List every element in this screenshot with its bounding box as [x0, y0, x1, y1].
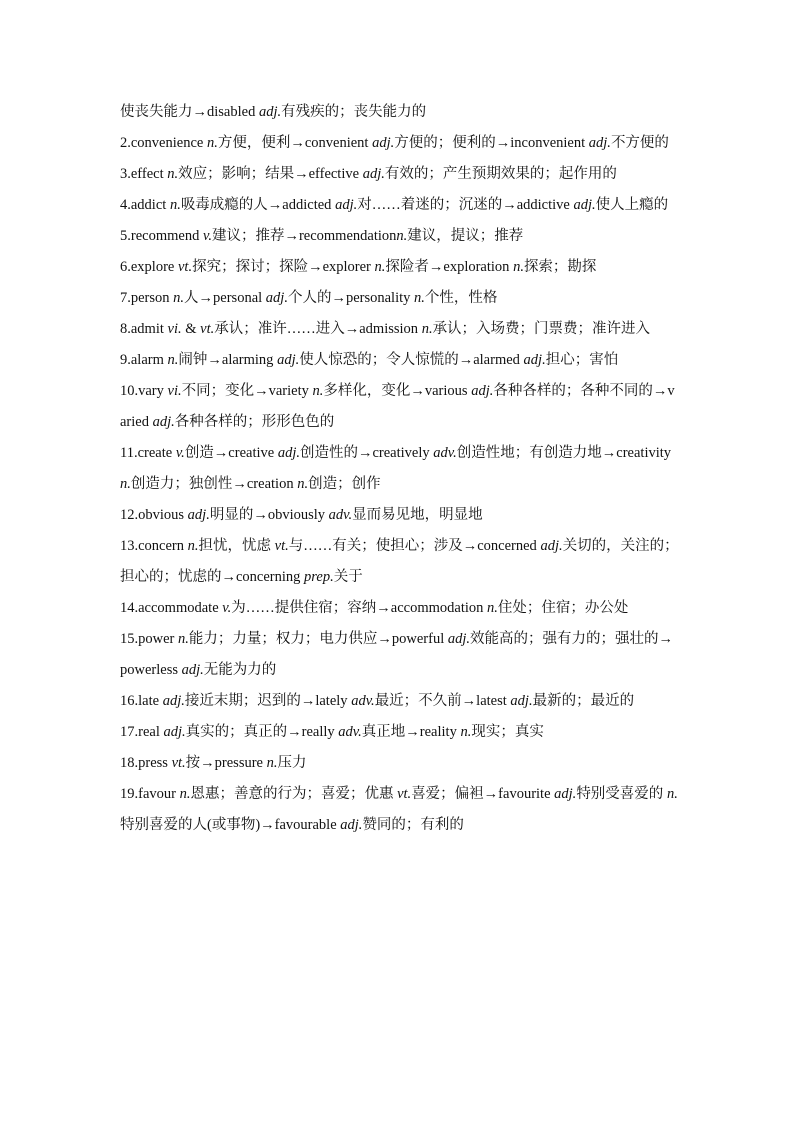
entry-text: 关于: [333, 569, 363, 585]
part-of-speech: adj.: [152, 414, 175, 430]
entry-text: 不同；变化→variety: [181, 383, 313, 399]
entry-text: 各种各样的；形形色色的: [174, 414, 335, 430]
entry-text: 有效的；产生预期效果的；起作用的: [384, 166, 617, 182]
entry-text: 喜爱；偏袒→favourite: [411, 786, 555, 802]
part-of-speech: n.: [178, 631, 189, 647]
entry-text: &: [181, 321, 201, 337]
part-of-speech: vi.: [167, 383, 182, 399]
part-of-speech: n.: [396, 228, 408, 244]
entry-text: 方便，便利→convenient: [217, 135, 373, 151]
part-of-speech: adj.: [265, 290, 288, 306]
part-of-speech: n.: [187, 538, 199, 554]
entry-text: 压力: [277, 755, 307, 771]
vocabulary-list: [120, 97, 680, 841]
entry-text: 对……着迷的；沉迷的→addictive: [357, 197, 574, 213]
entry-text: 效应；影响；结果→effective: [178, 166, 363, 182]
entry-text: 方便的；便利的→inconvenient: [394, 135, 589, 151]
part-of-speech: vt.: [397, 786, 412, 802]
entry-text: 探究；探讨；探险→explorer: [192, 259, 375, 275]
entry-text: 个性，性格: [424, 290, 498, 306]
part-of-speech: adj.: [554, 786, 577, 802]
part-of-speech: n.: [179, 786, 191, 802]
entry-text: 个人的→personality: [287, 290, 415, 306]
entry-text: 赞同的；有利的: [362, 817, 464, 833]
entry-text: 探险者→exploration: [385, 259, 514, 275]
entry-text: 担心；害怕: [545, 352, 619, 368]
vocabulary-entry: [120, 779, 680, 841]
part-of-speech: n.: [414, 290, 425, 306]
part-of-speech: vt.: [200, 321, 215, 337]
entry-text: 创造→creative: [184, 445, 278, 461]
vocabulary-entry: [120, 283, 680, 314]
entry-text: 真正地→reality: [361, 724, 461, 740]
entry-text: 最近；不久前→latest: [374, 693, 511, 709]
vocabulary-entry: [120, 252, 680, 283]
vocabulary-entry: [120, 748, 680, 779]
entry-text: 14.accommodate: [120, 600, 223, 616]
entry-text: 按→pressure: [185, 755, 267, 771]
entry-text: 多样化，变化→various: [323, 383, 472, 399]
part-of-speech: n.: [666, 786, 678, 802]
part-of-speech: adj.: [372, 135, 395, 151]
entry-text: 人→personal: [184, 290, 266, 306]
entry-text: 创造力；独创性→creation: [130, 476, 298, 492]
entry-text: 3.effect: [120, 166, 168, 182]
part-of-speech: adj.: [447, 631, 470, 647]
entry-text: 关切的，关注的；担心的；忧虑的→concerning: [120, 538, 679, 585]
entry-text: 明显的→obviously: [209, 507, 329, 523]
entry-text: 建议，提议；推荐: [407, 228, 524, 244]
entry-text: 12.obvious: [120, 507, 188, 523]
entry-text: 创造；创作: [308, 476, 381, 492]
vocabulary-entry: [120, 345, 680, 376]
part-of-speech: n.: [487, 600, 498, 616]
part-of-speech: adj.: [163, 724, 186, 740]
entry-text: 15.power: [120, 631, 178, 647]
part-of-speech: vi.: [167, 321, 182, 337]
entry-text: 13.concern: [120, 538, 188, 554]
entry-text: 5.recommend: [120, 228, 203, 244]
vocabulary-entry: [120, 376, 680, 438]
entry-text: 担忧，忧虑: [198, 538, 275, 554]
part-of-speech: vt.: [171, 755, 186, 771]
entry-text: 效能高的；强有力的；强壮的→powerless: [120, 631, 673, 678]
part-of-speech: n.: [312, 383, 324, 399]
entry-text: 使人惊恐的；令人惊慌的→alarmed: [299, 352, 524, 368]
part-of-speech: n.: [120, 476, 131, 492]
part-of-speech: adj.: [471, 383, 494, 399]
vocabulary-entry: [120, 159, 680, 190]
part-of-speech: n.: [421, 321, 433, 337]
part-of-speech: n.: [206, 135, 218, 151]
entry-text: 各种各样的；各种不同的→varied: [120, 383, 675, 430]
entry-text: 探索；勘探: [523, 259, 597, 275]
vocabulary-entry: [120, 531, 680, 593]
entry-text: 有残疾的；丧失能力的: [281, 104, 427, 120]
document-page: [120, 97, 680, 841]
entry-text: 6.explore: [120, 259, 178, 275]
entry-text: 现实；真实: [471, 724, 544, 740]
entry-text: 特别受喜爱的: [576, 786, 667, 802]
entry-text: 最新的；最近的: [532, 693, 635, 709]
part-of-speech: adj.: [540, 538, 563, 554]
entry-text: 能力；力量；权力；电力供应→powerful: [188, 631, 448, 647]
part-of-speech: adj.: [335, 197, 358, 213]
part-of-speech: adv.: [328, 507, 353, 523]
part-of-speech: prep.: [304, 569, 334, 585]
part-of-speech: adv.: [351, 693, 375, 709]
entry-text: 承认；入场费；门票费；准许进入: [432, 321, 651, 337]
vocabulary-entry: [120, 128, 680, 159]
entry-text: 4.addict: [120, 197, 170, 213]
entry-text: 9.alarm: [120, 352, 168, 368]
entry-text: 17.real: [120, 724, 164, 740]
part-of-speech: adj.: [510, 693, 533, 709]
part-of-speech: vt.: [177, 259, 193, 275]
part-of-speech: n.: [169, 197, 181, 213]
part-of-speech: v.: [222, 600, 232, 616]
entry-text: 使丧失能力→disabled: [120, 104, 259, 120]
part-of-speech: n.: [266, 755, 278, 771]
entry-text: 住处；住宿；办公处: [497, 600, 629, 616]
part-of-speech: adj.: [573, 197, 596, 213]
entry-text: 接近末期；迟到的→lately: [184, 693, 352, 709]
part-of-speech: n.: [297, 476, 309, 492]
entry-text: 10.vary: [120, 383, 168, 399]
entry-text: 闹钟→alarming: [178, 352, 278, 368]
entry-text: 无能为力的: [203, 662, 277, 678]
vocabulary-entry: [120, 97, 680, 128]
part-of-speech: n.: [167, 166, 179, 182]
part-of-speech: adj.: [277, 352, 300, 368]
part-of-speech: v.: [175, 445, 185, 461]
entry-text: 7.person: [120, 290, 174, 306]
entry-text: 吸毒成瘾的人→addicted: [180, 197, 336, 213]
part-of-speech: adv.: [433, 445, 457, 461]
entry-text: 11.create: [120, 445, 176, 461]
part-of-speech: adj.: [362, 166, 385, 182]
part-of-speech: n.: [460, 724, 472, 740]
vocabulary-entry: [120, 624, 680, 686]
part-of-speech: adj.: [258, 104, 282, 120]
vocabulary-entry: [120, 438, 680, 500]
entry-text: 承认；准许……进入→admission: [214, 321, 422, 337]
part-of-speech: n.: [374, 259, 386, 275]
part-of-speech: adv.: [338, 724, 362, 740]
vocabulary-entry: [120, 221, 680, 252]
entry-text: 使人上瘾的: [595, 197, 669, 213]
entry-text: 18.press: [120, 755, 172, 771]
entry-text: 恩惠；善意的行为；喜爱；优惠: [190, 786, 398, 802]
part-of-speech: adj.: [162, 693, 185, 709]
part-of-speech: v.: [202, 228, 212, 244]
entry-text: 建议；推荐→recommendation: [211, 228, 397, 244]
part-of-speech: vt.: [274, 538, 289, 554]
vocabulary-entry: [120, 314, 680, 345]
part-of-speech: adj.: [187, 507, 210, 523]
entry-text: 8.admit: [120, 321, 168, 337]
part-of-speech: adj.: [340, 817, 363, 833]
part-of-speech: adj.: [277, 445, 300, 461]
vocabulary-entry: [120, 593, 680, 624]
vocabulary-entry: [120, 190, 680, 221]
entry-text: 19.favour: [120, 786, 180, 802]
part-of-speech: adj.: [181, 662, 204, 678]
entry-text: 与……有关；使担心；涉及→concerned: [288, 538, 541, 554]
vocabulary-entry: [120, 686, 680, 717]
entry-text: 真实的；真正的→really: [185, 724, 339, 740]
vocabulary-entry: [120, 500, 680, 531]
entry-text: 2.convenience: [120, 135, 207, 151]
entry-text: 显而易见地，明显地: [352, 507, 483, 523]
part-of-speech: n.: [513, 259, 524, 275]
entry-text: 创造性的→creatively: [299, 445, 434, 461]
entry-text: 16.late: [120, 693, 163, 709]
entry-text: 不方便的: [610, 135, 669, 151]
part-of-speech: adj.: [588, 135, 611, 151]
vocabulary-entry: [120, 717, 680, 748]
entry-text: 创造性地；有创造力地→creativity: [456, 445, 672, 461]
entry-text: 为……提供住宿；容纳→accommodation: [231, 600, 487, 616]
entry-text: 特别喜爱的人(或事物)→favourable: [120, 817, 341, 833]
part-of-speech: n.: [173, 290, 185, 306]
part-of-speech: adj.: [523, 352, 546, 368]
part-of-speech: n.: [167, 352, 179, 368]
